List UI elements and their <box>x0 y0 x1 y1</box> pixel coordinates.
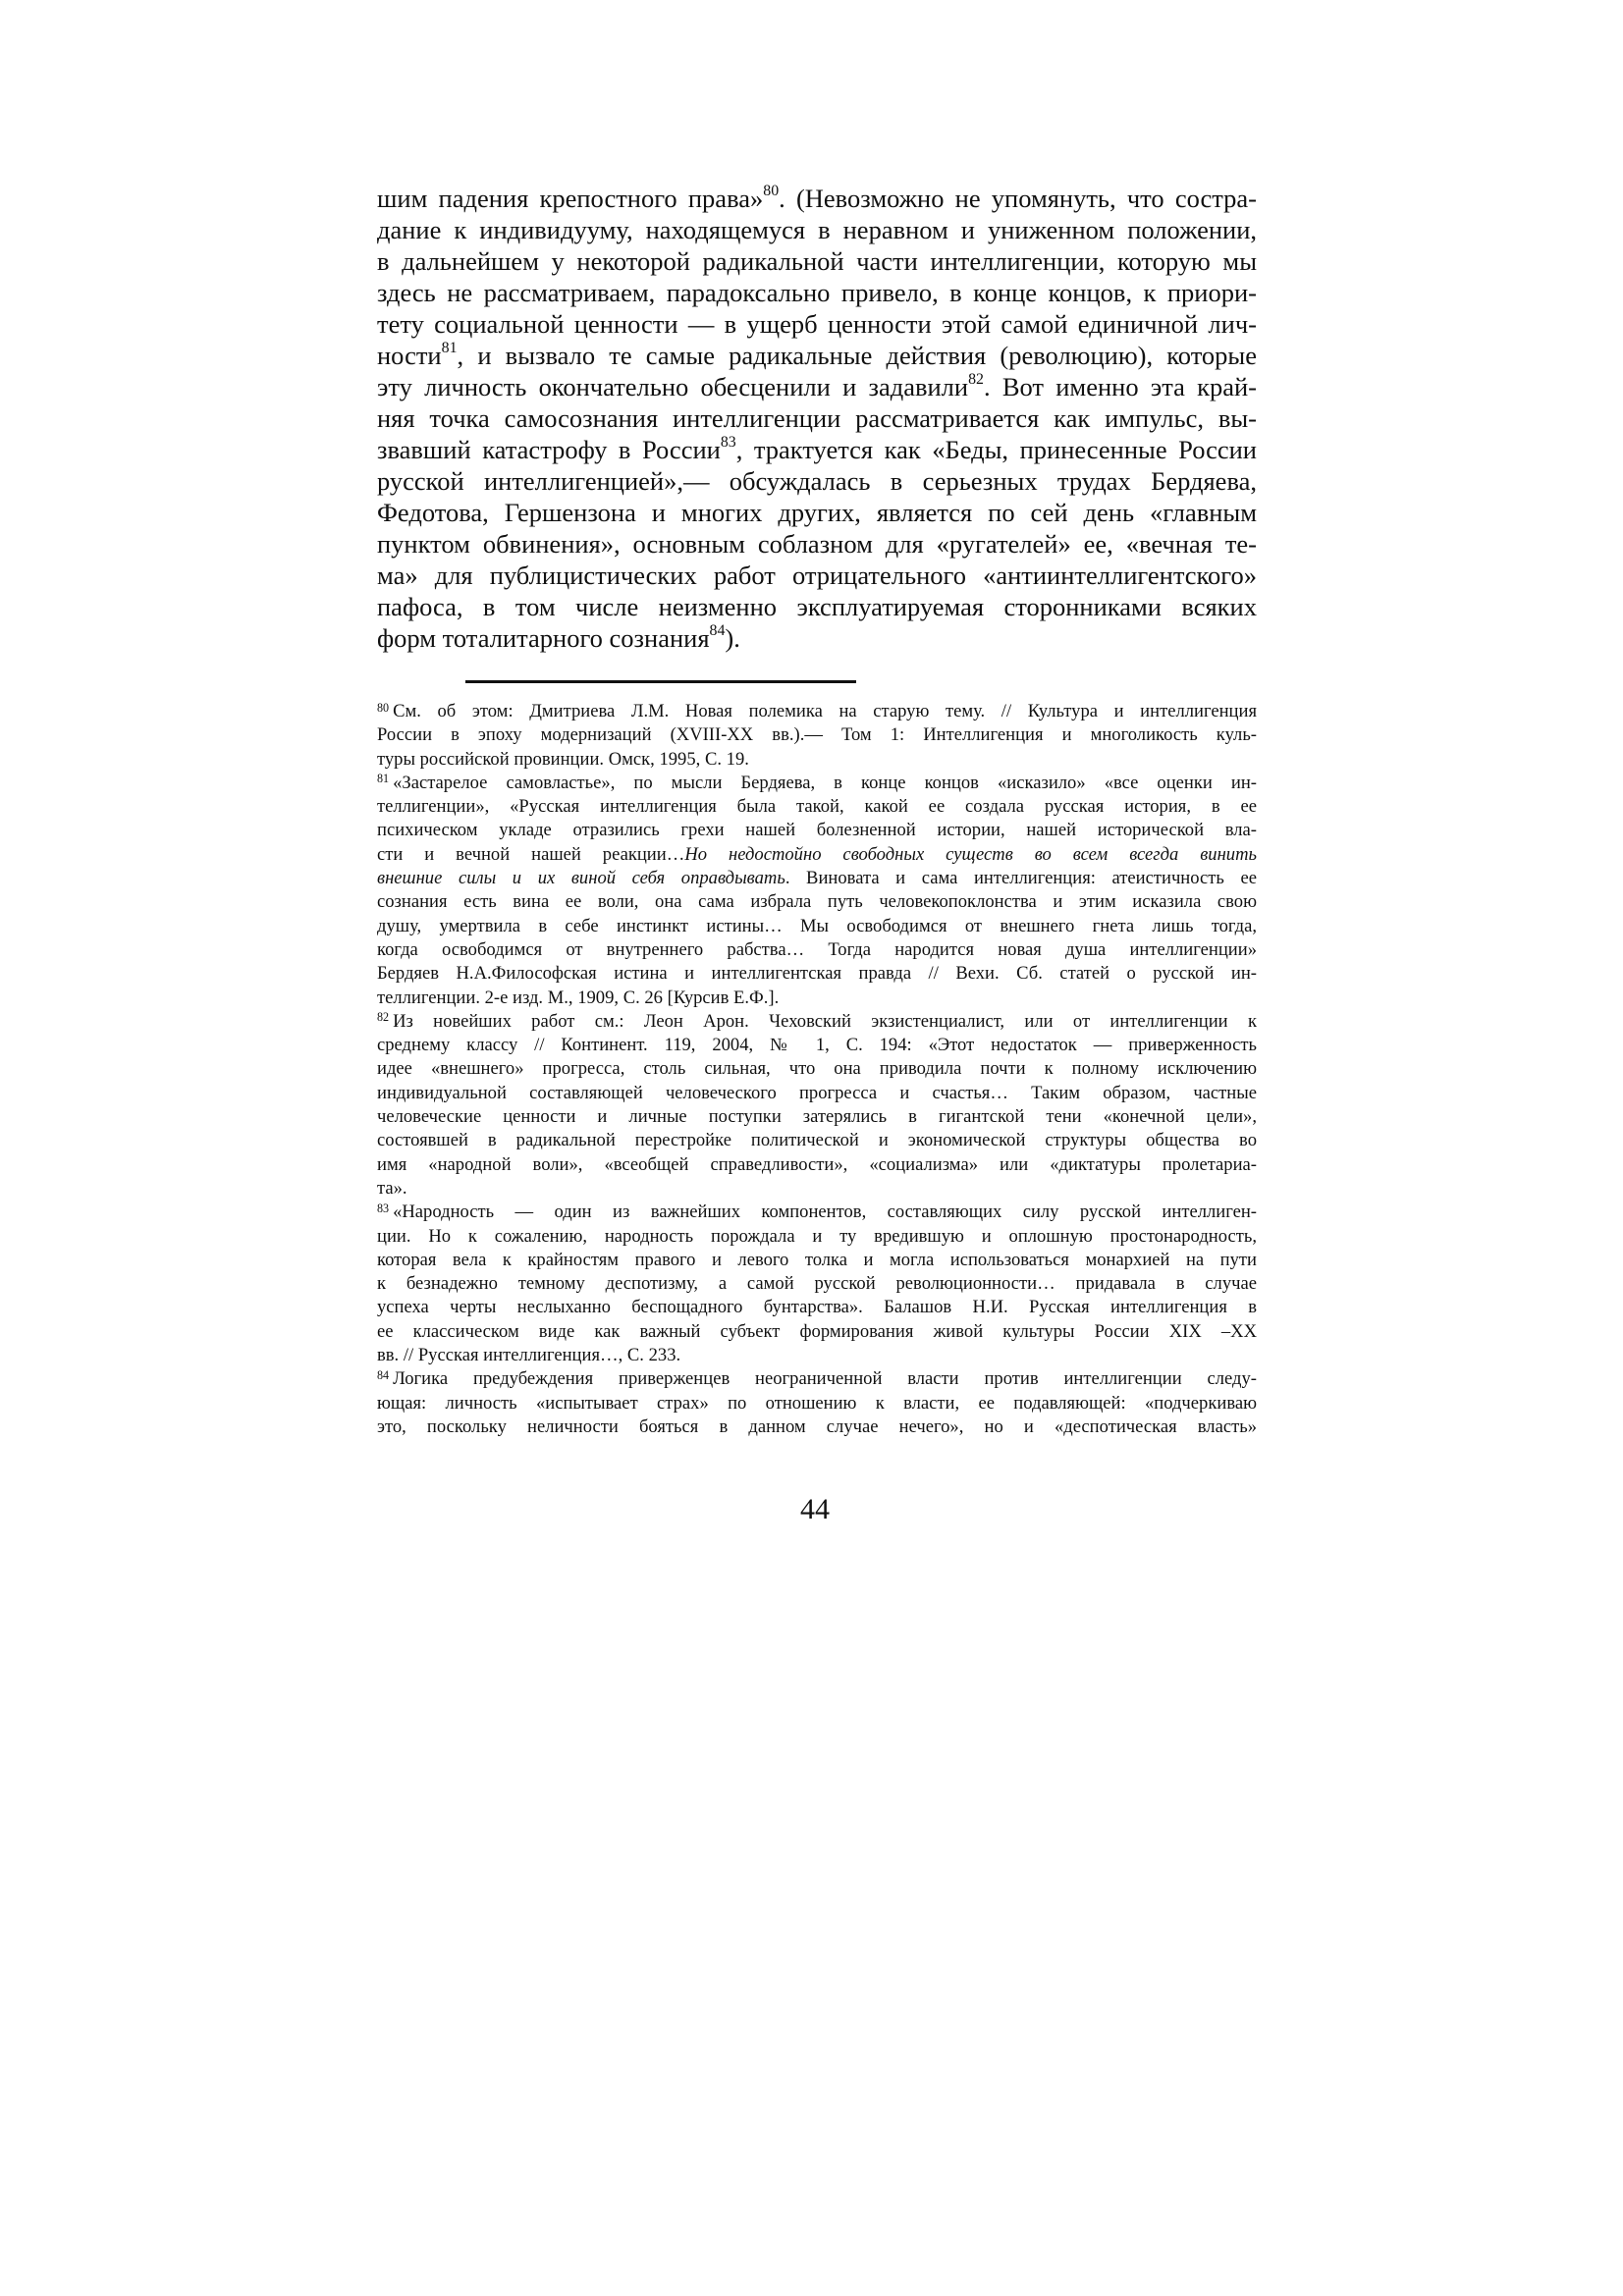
footnote-83-line: вв. // Русская интеллигенция…, С. 233. <box>377 1345 681 1366</box>
footnote-marker-80: 80 <box>377 700 390 715</box>
footnote-83-line: ее классическом виде как важный субъект формирования живой культуры России XIX –XX <box>377 1320 1257 1342</box>
paragraph-line: Федотова, Гершензона и многих других, является по сей день «главным <box>377 498 1257 527</box>
footnote-83-line: к безнадежно темному деспотизму, а самой русской революционности… придавала в случае <box>377 1273 1257 1295</box>
footnote-80-line: туры российской провинции. Омск, 1995, С. 19. <box>377 748 749 770</box>
footnote-81-line: сти и вечной нашей реакции…Но недостойно свободных существ во всем всегда винить <box>377 843 1257 865</box>
footnote-84-line: ющая: личность «испытывает страх» по отношению к власти, ее подавляющей: «подчеркиваю <box>377 1392 1257 1414</box>
italic-quote: Но недостойно свободных существ во всем всегда винить <box>684 843 1257 865</box>
footnote-ref-81[interactable]: 81 <box>441 339 458 356</box>
footnote-ref-84[interactable]: 84 <box>709 621 726 639</box>
footnote-81-line: теллигенции», «Русская интеллигенция была такой, какой ее создала русская история, в ее <box>377 796 1257 818</box>
paragraph-line: эту личность окончательно обесценили и задавили$^{82}$. Вот именно эта край- <box>377 370 1257 401</box>
paragraph-line: русской интеллигенцией»,— обсуждалась в серьезных трудах Бердяева, <box>377 466 1257 496</box>
footnote-81-line: сознания есть вина ее воли, она сама избрала путь человекопоклонства и этим исказила свою <box>377 891 1257 913</box>
footnotes <box>377 700 1257 1439</box>
footnote-83-line: $^{83}$ «Народность — один из важнейших компонентов, составляющих силу русской интеллиген- <box>377 1201 1257 1223</box>
paragraph-line: звавший катастрофу в России$^{83}$, трактуется как «Беды, принесенные России <box>377 433 1257 464</box>
footnote-marker-82: 82 <box>377 1010 390 1025</box>
footnote-81-line: внешние силы и их виной себя оправдывать. Виновата и сама интеллигенция: атеистичность ее <box>377 868 1257 889</box>
footnote-83-line: ции. Но к сожалению, народность порождала и ту вредившую и оплошную простонародность, <box>377 1225 1257 1247</box>
paragraph-line: пафоса, в том числе неизменно эксплуатируемая сторонниками всяких <box>377 592 1257 621</box>
footnote-ref-83[interactable]: 83 <box>720 433 736 451</box>
footnote-81-line: психическом укладе отразились грехи нашей болезненной истории, нашей исторической вла- <box>377 820 1257 841</box>
paragraph-line: пунктом обвинения», основным соблазном для «ругателей» ее, «вечная те- <box>377 529 1257 559</box>
footnote-82-line: $^{82}$ Из новейших работ см.: Леон Арон. Чеховский экзистенциалист, или от интеллигенции к <box>377 1010 1257 1032</box>
paragraph-line: ности$^{81}$, и вызвало те самые радикальные действия (революцию), которые <box>377 339 1257 370</box>
footnote-82-line: имя «народной воли», «всеобщей справедливости», «социализма» или «диктатуры пролетариа- <box>377 1153 1257 1175</box>
footnote-marker-81: 81 <box>377 772 390 786</box>
footnote-84-line: это, поскольку неличности бояться в данном случае нечего», но и «деспотическая власть» <box>377 1415 1257 1437</box>
paragraph-line: шим падения крепостного права»$^{80}$. (Невозможно не упомянуть, что состра- <box>377 182 1257 213</box>
paragraph-line: тету социальной ценности — в ущерб ценности этой самой единичной лич- <box>377 309 1257 339</box>
page-number: 44 <box>800 1493 830 1525</box>
footnote-81-line: теллигенции. 2-е изд. М., 1909, С. 26 [Курсив Е.Ф.]. <box>377 987 780 1008</box>
footnote-83-line: которая вела к крайностям правого и левого толка и могла использоваться монархией на пути <box>377 1249 1257 1270</box>
paragraph-line: ма» для публицистических работ отрицательного «антиинтеллигентского» <box>377 561 1257 590</box>
footnote-81-line: душу, умертвила в себе инстинкт истины… Мы освободимся от внешнего гнета лишь тогда, <box>377 915 1257 936</box>
footnote-ref-82[interactable]: 82 <box>968 370 984 388</box>
footnote-83-line: успеха черты неслыханно беспощадного бунтарства». Балашов Н.И. Русская интеллигенция в <box>377 1297 1257 1318</box>
footnote-separator <box>465 680 856 683</box>
footnote-marker-84: 84 <box>377 1367 390 1382</box>
footnote-82-line: индивидуальной составляющей человеческого прогресса и счастья… Таким образом, частные <box>377 1082 1257 1103</box>
footnote-80-line: России в эпоху модернизаций (XVIII-XX вв.).— Том 1: Интеллигенция и многоликость куль- <box>377 724 1257 746</box>
footnote-81-line: Бердяев Н.А.Философская истина и интеллигентская правда // Вехи. Сб. статей о русской ин- <box>377 963 1257 985</box>
footnote-81-line: когда освободимся от внутреннего рабства… Тогда народится новая душа интеллигенции» <box>377 938 1257 960</box>
paragraph-line: няя точка самосознания интеллигенции рассматривается как импульс, вы- <box>377 403 1257 433</box>
footnote-82-line: среднему классу // Континент. 119, 2004, № 1, С. 194: «Этот недостаток — приверженность <box>377 1035 1257 1056</box>
footnote-ref-80[interactable]: 80 <box>763 182 780 199</box>
paragraph-line: в дальнейшем у некоторой радикальной части интеллигенции, которую мы <box>377 246 1257 276</box>
paragraph-line: форм тоталитарного сознания$^{84}$). <box>377 621 740 653</box>
footnote-82-line: та». <box>377 1177 407 1199</box>
italic-quote: внешние силы и их виной себя оправдывать <box>377 868 785 889</box>
main-paragraph <box>377 183 1257 654</box>
footnote-81-line: $^{81}$ «Застарелое самовластье», по мысли Бердяева, в конце концов «исказило» «все оценки ин- <box>377 772 1257 793</box>
paragraph-line: дание к индивидууму, находящемуся в неравном и униженном положении, <box>377 215 1257 244</box>
footnote-82-line: человеческие ценности и личные поступки затерялись в гигантской тени «конечной цели», <box>377 1106 1257 1128</box>
footnote-82-line: состоявшей в радикальной перестройке политической и экономической структуры общества во <box>377 1130 1257 1151</box>
paragraph-line: здесь не рассматриваем, парадоксально привело, в конце концов, к приори- <box>377 278 1257 307</box>
footnote-84-line: $^{84}$ Логика предубеждения приверженцев неограниченной власти против интеллигенции следу- <box>377 1367 1257 1390</box>
footnote-marker-83: 83 <box>377 1201 390 1215</box>
footnote-80-line: $^{80}$ См. об этом: Дмитриева Л.М. Новая полемика на старую тему. // Культура и интеллигенция <box>377 700 1257 721</box>
footnote-82-line: идее «внешнего» прогресса, столь сильная, что она приводила почти к полному исключению <box>377 1058 1257 1080</box>
